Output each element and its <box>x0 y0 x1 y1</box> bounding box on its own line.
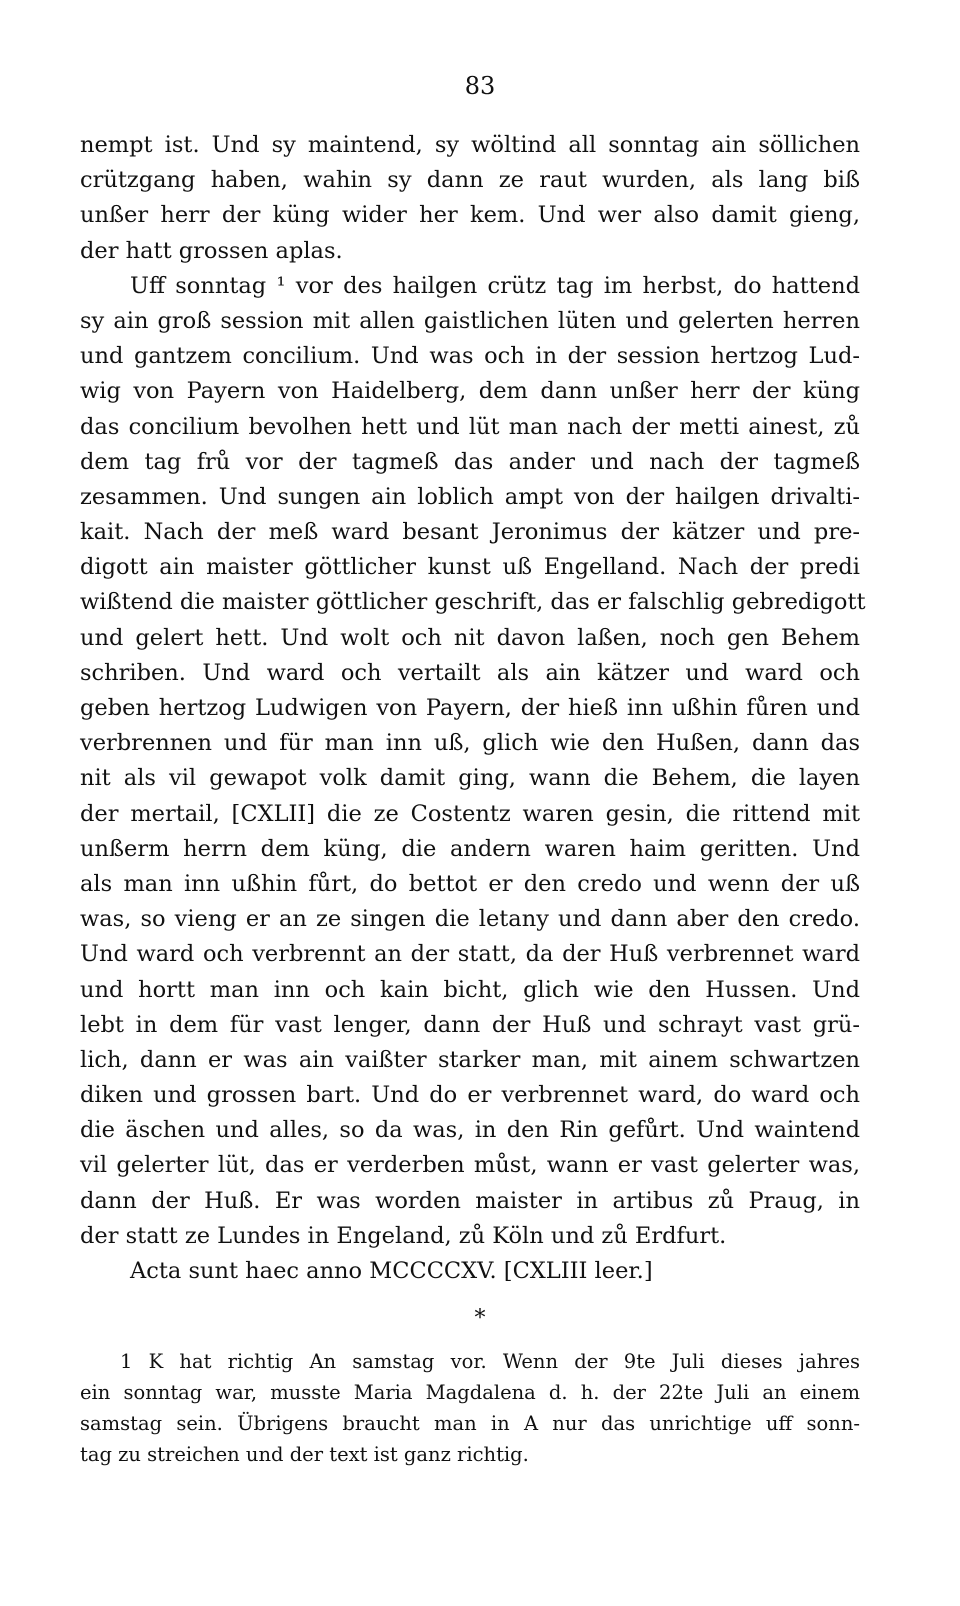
text-line: Und ward och verbrennt an der statt, da der Huß verbrennet ward <box>80 941 860 968</box>
text-line: geben hertzog Ludwigen von Payern, der hieß inn ußhin fůren und <box>80 695 860 721</box>
text-line: wißtend die maister göttlicher geschrift, das er falschlig gebredigott <box>80 589 866 616</box>
text-line: das concilium bevolhen hett und lüt man nach der metti ainest, zů <box>80 413 860 440</box>
text-line: was, so vieng er an ze singen die letany und dann aber den credo. <box>80 906 860 933</box>
text-line: lich, dann er was ain vaißter starker man, mit ainem schwartzen <box>80 1046 860 1073</box>
text-line: wig von Payern von Haidelberg, dem dann unßer herr der küng <box>80 378 860 405</box>
footnote-line: 1 K hat richtig An samstag vor. Wenn der 9te Juli dieses jahres <box>120 1350 860 1373</box>
text-line: Uff sonntag ¹ vor des hailgen crütz tag im herbst, do hattend <box>130 272 860 299</box>
text-line: kait. Nach der meß ward besant Jeronimus der kätzer und pre- <box>80 519 860 546</box>
text-line: dann der Huß. Er was worden maister in artibus zů Praug, in <box>80 1187 860 1214</box>
body-text <box>80 128 866 1289</box>
text-line: die äschen und alles, so da was, in den Rin gefůrt. Und waintend <box>80 1117 860 1144</box>
text-line: diken und grossen bart. Und do er verbrennet ward, do ward och <box>80 1082 860 1109</box>
text-line: sy ain groß session mit allen gaistlichen lüten und gelerten herren <box>80 307 860 334</box>
text-line: dem tag frů vor der tagmeß das ander und nach der tagmeß <box>80 448 860 475</box>
text-line: und hortt man inn och kain bicht, glich wie den Hussen. Und <box>80 976 860 1003</box>
text-line: nempt ist. Und sy maintend, sy wöltind all sonntag ain söllichen <box>80 132 860 158</box>
text-line: der mertail, [CXLII] die ze Costentz waren gesin, die rittend mit <box>80 800 860 827</box>
text-line: vil gelerter lüt, das er verderben můst, wann er vast gelerter was, <box>80 1152 860 1179</box>
asterisk-ornament: * <box>474 1306 486 1331</box>
footnote <box>80 1346 860 1470</box>
text-line: der statt ze Lundes in Engeland, zů Köln und zů Erdfurt. <box>80 1222 727 1249</box>
text-line: der hatt grossen aplas. <box>80 237 343 264</box>
text-line: digott ain maister göttlicher kunst uß Engelland. Nach der predi <box>80 554 860 581</box>
text-line: als man inn ußhin fůrt, do bettot er den credo und wenn der uß <box>80 870 860 897</box>
text-line: crützgang haben, wahin sy dann ze raut wurden, als lang biß <box>80 167 860 194</box>
text-line: und gelert hett. Und wolt och nit davon laßen, noch gen Behem <box>80 624 860 651</box>
footnote-line: samstag sein. Übrigens braucht man in A nur das unrichtige uff sonn- <box>80 1412 860 1435</box>
text-line: und gantzem concilium. Und was och in der session hertzog Lud- <box>80 343 860 370</box>
footnote-line: ein sonntag war, musste Maria Magdalena d. h. der 22te Juli an einem <box>80 1381 860 1404</box>
text-line: unßer herr der küng wider her kem. Und wer also damit gieng, <box>80 202 860 229</box>
text-line: schriben. Und ward och vertailt als ain kätzer und ward och <box>80 659 860 686</box>
text-line: nit als vil gewapot volk damit ging, wann die Behem, die layen <box>80 765 860 792</box>
text-line: Acta sunt haec anno MCCCCXV. [CXLIII leer.] <box>130 1258 653 1284</box>
footnote-line: tag zu streichen und der text ist ganz richtig. <box>80 1443 529 1466</box>
text-line: unßerm herrn dem küng, die andern waren haim geritten. Und <box>80 835 860 862</box>
page-number: 83 <box>464 72 496 100</box>
text-line: lebt in dem für vast lenger, dann der Huß und schrayt vast grü- <box>80 1011 860 1038</box>
text-line: zesammen. Und sungen ain loblich ampt von der hailgen drivalti- <box>80 483 860 510</box>
text-line: verbrennen und für man inn uß, glich wie den Hußen, dann das <box>80 730 860 757</box>
